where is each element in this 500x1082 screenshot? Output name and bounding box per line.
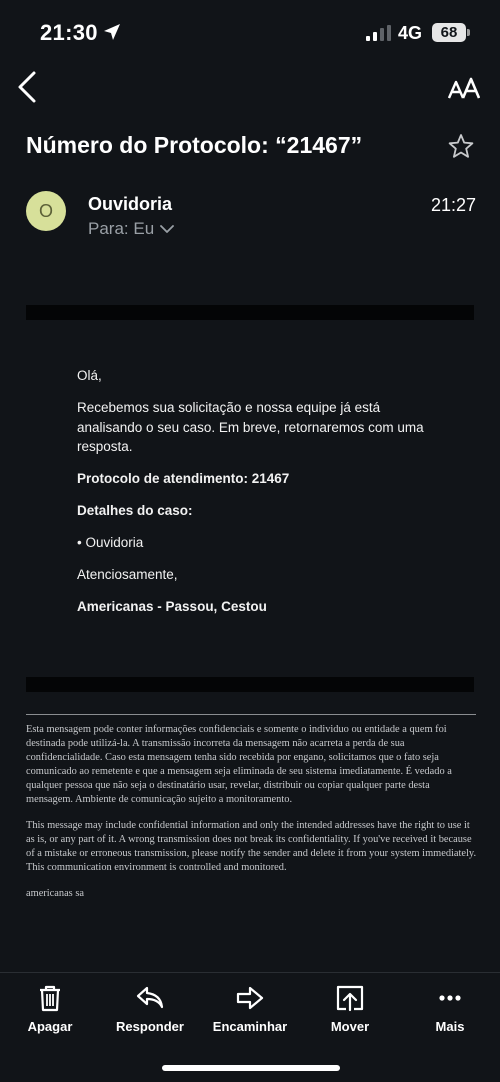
status-time: 21:30 — [40, 20, 98, 45]
greeting: Olá, — [77, 368, 102, 383]
recipient-toggle[interactable] — [88, 219, 174, 239]
detail-item: • Ouvidoria — [77, 535, 144, 550]
forward-button[interactable] — [200, 983, 300, 1034]
bottom-toolbar — [0, 972, 500, 1082]
signature: Americanas - Passou, Cestou — [77, 599, 267, 614]
disclaimer-pt: Esta mensagem pode conter informações confidenciais e somente o individuo ou entidade a quem foi destinada pode utilizá-la. A transmissão incorreta da mensagem não acarreta a perda de sua confidencialidade. Caso esta mensagem tenha sido recebida por engano, solicitamos que o fato seja comunicado ao remetente e que a mensagem seja eliminada de seu sistema imediatamente. É vedado a qualquer pessoa que não seja o destinatário usar, revelar, distribuir ou copiar qualquer parte desta mensagem. Ambiente de comunicação sujeito a monitoramento. — [26, 724, 452, 805]
star-icon[interactable] — [448, 133, 474, 159]
reply-label: Responder — [116, 1019, 184, 1034]
chevron-down-icon — [160, 224, 174, 234]
disclaimer — [26, 723, 478, 913]
back-chevron-icon[interactable] — [14, 70, 42, 104]
details-heading: Detalhes do caso: — [77, 503, 193, 518]
sender-name[interactable]: Ouvidoria — [88, 194, 173, 214]
move-folder-icon — [335, 983, 365, 1013]
signal-icon — [366, 25, 392, 41]
more-dots-icon — [435, 983, 465, 1013]
delete-button[interactable] — [0, 983, 100, 1034]
more-button[interactable] — [400, 983, 500, 1034]
intro-paragraph: Recebemos sua solicitação e nossa equipe já está analisando o seu caso. Em breve, retornaremos com uma resposta. — [77, 400, 424, 454]
battery-nub — [467, 29, 470, 36]
reply-arrow-icon — [135, 983, 165, 1013]
delete-label: Apagar — [27, 1019, 73, 1034]
disclaimer-divider — [26, 714, 476, 715]
forward-label: Encaminhar — [212, 1019, 288, 1034]
home-indicator — [162, 1065, 340, 1071]
email-body — [77, 366, 437, 629]
email-banner-top — [26, 305, 474, 320]
more-label: Mais — [435, 1019, 465, 1034]
network-type: 4G — [398, 23, 423, 43]
sender-avatar: O — [26, 191, 66, 231]
email-subject: Número do Protocolo: “21467” — [26, 132, 363, 158]
email-time: 21:27 — [431, 195, 477, 215]
move-label: Mover — [330, 1019, 370, 1034]
battery-indicator: 68 — [432, 23, 466, 42]
text-size-icon[interactable] — [448, 76, 480, 100]
location-arrow-icon — [102, 22, 122, 42]
status-bar — [0, 0, 500, 64]
reply-button[interactable] — [100, 983, 200, 1034]
trash-icon — [35, 983, 65, 1013]
disclaimer-company: americanas sa — [26, 888, 84, 899]
disclaimer-en: This message may include confidential information and only the intended addresses have the right to use it as is, or any part of it. A wrong transmission does not break its confidentiality. If you've received it because of a mistake or erroneous transmission, please notify the sender and delete it from your system immediately. This communication environment is controlled and monitored. — [26, 820, 477, 873]
move-button[interactable] — [300, 983, 400, 1034]
email-banner-bottom — [26, 677, 474, 692]
recipient-label: Para: Eu — [88, 219, 155, 238]
forward-arrow-icon — [235, 983, 265, 1013]
closing: Atenciosamente, — [77, 567, 178, 582]
protocol-number: Protocolo de atendimento: 21467 — [77, 471, 290, 486]
